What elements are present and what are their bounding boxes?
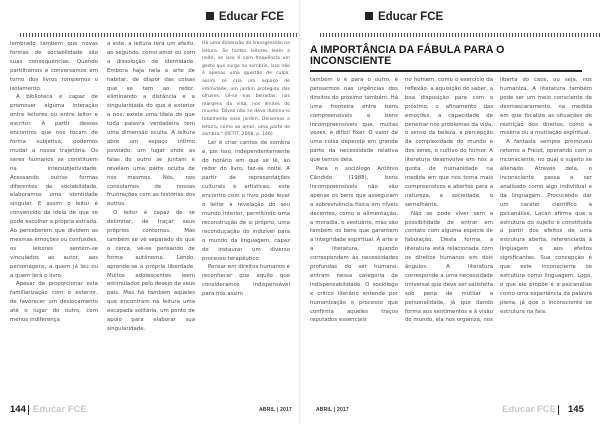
paragraph: O leitor é capaz de se delimitar, de traçar seus próprios contornos. Mas também se vê separado do que o cerca, vê-se pensando de forma autônoma. Lendo, aprende-se a própria liberdade. Muitos adolescentes leem estimulados pelo desejo de seus pais. Mas há também aqueles que encontram na leitura uma escapada solitária, um ponto de apoio para elaborar sua singularidade.: [107, 210, 195, 332]
left-header-brand: [206, 11, 284, 23]
right-page-footer: [300, 404, 594, 418]
paragraph: Ler é criar cantos de sombra e, por isso, independentemente do horário em que se lê, ao redor do livro, faz-se noite. A partir de representações culturais e artísticas, este encontro com o livro pode levar o leitor à revelação do seu mundo interior, permitindo uma reconstrução de si próprio, uma reconduçação do indizível para o mundo da linguagem, capaz de instaurar um diverso processo terapêutico.: [202, 139, 290, 262]
paragraph: Para o sociólogo Antônio Cândido (1988), bens incompreensíveis não são apenas os bens que asseguram a sobrevivência física em níveis decentes, como a alimentação, a moradia, o vestuário, mas são também os bens que garantem a integridade espiritual. A arte e a literatura, quando correspondem às necessidades profundas do ser humano, entram nessa categoria de indispensabilidade. O sociólogo e crítico literário entende por humanização o processo que confirma aqueles traços reputados essenciais: [310, 166, 398, 324]
right-page-columns: [310, 76, 592, 400]
page-number: 145: [568, 404, 584, 415]
footer-date: ABRIL | 2017: [316, 407, 349, 413]
paragraph: A biblioteca é capaz de promover alguma interação entre leitores ou entre leitor e escritor. A partir desses encontros que nos tocam de forma subjetiva, podemos mudar a nossa trajetória. Os seres humanos se constituem na intersubjetividade. Acessando outras formas diferentes de sociabilidade, elaboramos uma identidade singular. E assim o leitor é convencido da ideia de que se pode escolher a própria estrada. Ao perceberem que dividem as mesmas emoções ou confusões, os leitores sentem-se vinculados ao autor, aos personagens, a quem já leu ou a quem lerá o livro.: [10, 94, 98, 279]
left-page-columns: [10, 40, 292, 400]
right-header-brand: [365, 11, 443, 23]
footer-divider: [558, 405, 559, 415]
quote-text: Há uma dimensão de transgressão na leitura. Se tantos leitores leem à noite, se isso é com frequência um gesto que surge no sombrio, isso não é apenas uma questão de culpa: assim se cria um espaço de intimidade, um jardim protegido dos olhares. Lê-se nas beiradas, nas margens da vida, nos limites do mundo. Talvez não se deva ilumina-lo totalmente esse jardim. Deixemos a leitura, como ao amor, uma parte de sombra." (PETIT, 2008, p. 146): [202, 41, 290, 138]
header-zigzag-rule: [20, 33, 298, 37]
right-column-2: [405, 76, 493, 400]
paragraph: a este, a leitura terá um efeito, ao segundo, como amor ou com a dissolução de identidade. Embora haja nela a arte de habitar, de dispor das coisas que se tem ao redor, eliminando a distância e a singularidade do que é exterior a nós, existe uma ideia de que toda palavra verdadeira tem uma dimensão oculta. A leitura abre um espaço íntimo povoado, um lugar onde as falas do outro se juntam e revelam uma parte oculta de nós mesmos. Nós, nos consolamos de nossas frustrações com as histórias dos outros.: [107, 41, 195, 208]
footer-brand: Educar FCE: [502, 404, 556, 415]
paragraph: liberta do caos, ou seja, nos humaniza. A literatura também pode ser um meio consciente de desmascaramento, na medida em que focaliza as situações de restrição dos direitos, como a miséria ou a mutilação espiritual.: [500, 77, 592, 137]
paragraph: no homem, como o exercício da reflexão, a aquisição do saber, a boa disposição para com o próximo, o afinamento das emoções, a capacidade de penetrar nos problemas da vida, o senso da beleza, a percepção da complexidade do mundo e dos seres, o cultivo do humor. A literatura desenvolve em nós a quota de humanidade na medida em que nos torna mais compreensivos e abertos para a natureza, a sociedade, o semelhante.: [405, 77, 493, 208]
paragraph: A fantasia sempre promoveu retorno a Freud, operando com o inconsciente, no qual o sujeito se alienado. Através dela, o inconsciente passa a ser analisado como algo individual e da linguagem. Procurando dar um caráter científico à psicanálise, Lacan afirma que a estrutura do sujeito é constituída a partir dos efeitos de uma estrutura aberta, referenciada à linguagem e aos efeitos significantes. Sua concepção é que este inconsciente se estrutura como linguagem. Logo, o que ele propõe é a psicanálise como uma experiência da palavra plena, já que o inconsciente se estrutura na fala.: [500, 139, 592, 315]
left-column-2: [107, 40, 195, 400]
left-header-brand-text: Educar FCE: [218, 11, 284, 23]
square-bullet-icon: [206, 12, 214, 20]
footer-brand: Educar FCE: [33, 404, 87, 415]
right-column-3: [500, 76, 592, 400]
paragraph: também o é para o outro, é pensarmos nas urgências dos direitos do próximo também. Há uma fronteira entre bens compreensíveis e bens incompreensíveis que, muitas vezes, é difícil fixar. O valor de uma coisa depende em grande parte da necessidade relativa que temos dela.: [310, 77, 398, 164]
block-quote: [202, 40, 290, 139]
paragraph: Não se pode viver sem a possibilidade de entrar em contato com alguma espécie de fabulação. Desta forma, a literatura está relacionada com os direitos humanos em dois ângulos: A literatura corresponde a uma necessidade universal que deve ser satisfeita sob pena de mutilar a personalidade, já que dando forma aos sentimentos e à visão do mundo, ela nos organiza, nos: [405, 210, 493, 324]
left-column-3: [202, 40, 290, 400]
paragraph: Apesar de proporcionar esta familiarização com o exterior, de favorecer um deslocamento até o lugar do outro, com menos indiferença: [10, 281, 98, 324]
page-number: 144: [10, 404, 26, 415]
paragraph: lembrado também que novas formas de sociabilidade são suas consequências. Quando partilhamos e conversamos em torno dos livros rompemos o isolamento.: [10, 41, 98, 92]
header-zigzag-rule: [320, 33, 600, 37]
right-column-1: [310, 76, 398, 400]
article-title: A IMPORTÂNCIA DA FÁBULA PARA O INCONSCIENTE: [310, 44, 505, 68]
right-page-header: [310, 9, 590, 31]
paragraph: Pensar em direitos humanos é reconhecer que aquilo que consideramos indispensável para nós assim: [202, 264, 290, 298]
right-header-brand-text: Educar FCE: [378, 11, 444, 23]
square-bullet-icon: [365, 12, 373, 20]
title-underline: [310, 70, 582, 72]
footer-divider: [28, 405, 29, 415]
left-page-footer: [6, 404, 296, 418]
left-column-1: [10, 40, 98, 400]
footer-date: ABRIL | 2017: [259, 407, 292, 413]
left-page-header: [10, 9, 292, 31]
right-page: [300, 0, 600, 424]
